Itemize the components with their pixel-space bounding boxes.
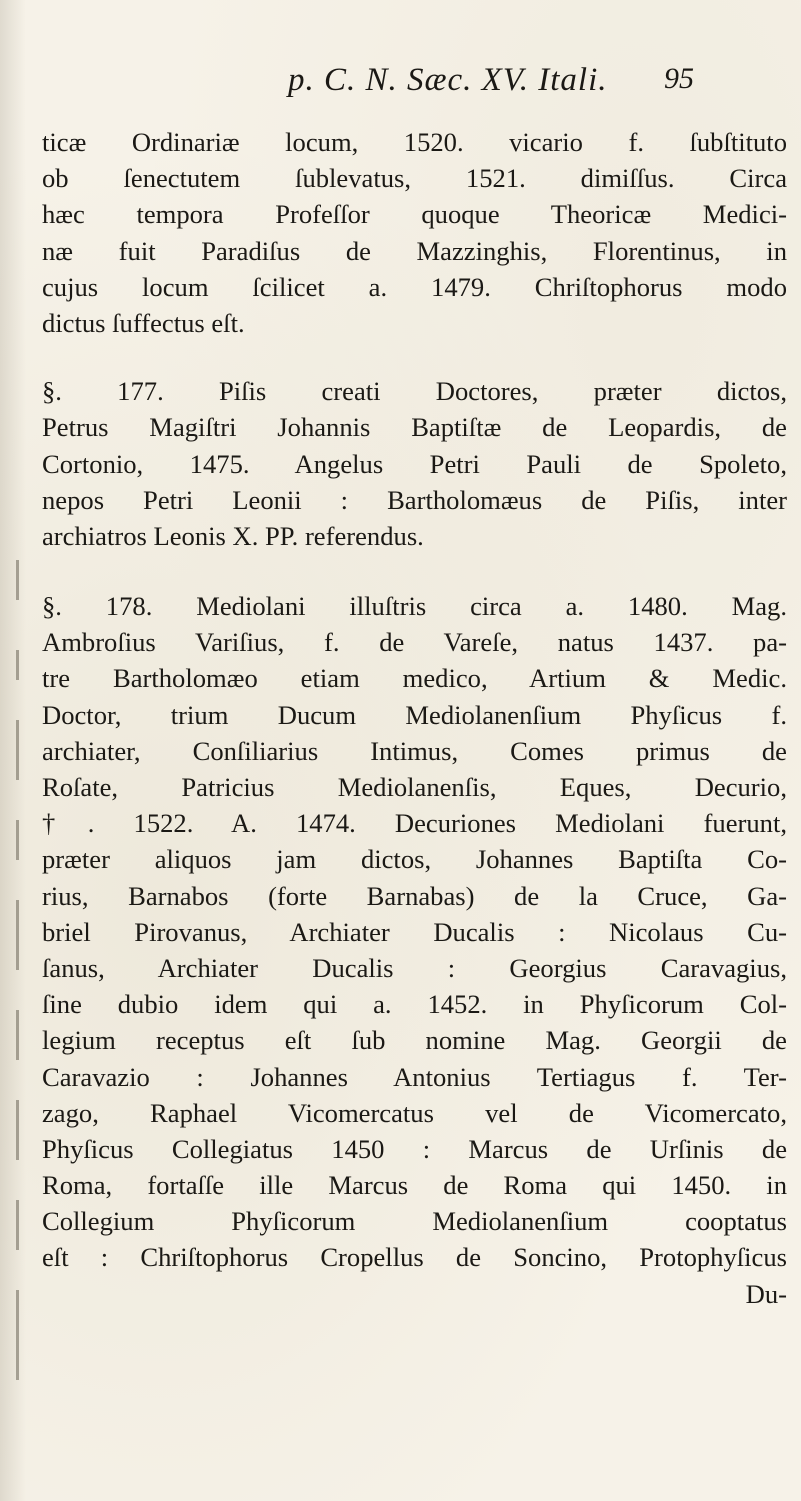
text-line: ob ſenectutem ſublevatus, 1521. dimiſſus. Circa xyxy=(42,163,787,194)
text-line: ticæ Ordinariæ locum, 1520. vicario f. ſubſtituto xyxy=(42,127,787,157)
text-line: ſanus, Archiater Ducalis : Georgius Caravagius, xyxy=(42,952,787,983)
text-line: Phyſicus Collegiatus 1450 : Marcus de Urſinis de xyxy=(42,1133,787,1164)
text-line: legium receptus eſt ſub nomine Mag. Georgii de xyxy=(42,1025,787,1056)
text-line: Roſate, Patricius Mediolanenſis, Eques, Decurio, xyxy=(42,772,787,802)
text-line: tre Bartholomæo etiam medico, Artium & Medic. xyxy=(42,663,787,694)
text-line: nepos Petri Leonii : Bartholomæus de Piſis, inter xyxy=(42,484,787,515)
text-line: Petrus Magiſtri Johannis Baptiſtæ de Leopardis, de xyxy=(42,412,787,443)
text-line: cujus locum ſcilicet a. 1479. Chriſtophorus modo xyxy=(42,271,787,302)
margin-marks xyxy=(16,560,30,1460)
text-line: rius, Barnabos (forte Barnabas) de la Cruce, Ga- xyxy=(42,880,787,911)
text-line: næ fuit Paradiſus de Mazzinghis, Florentinus, in xyxy=(42,235,787,266)
catchword: Du- xyxy=(745,1278,787,1309)
text-line: Cortonio, 1475. Angelus Petri Pauli de Spoleto, xyxy=(42,448,787,479)
text-line: eſt : Chriſtophorus Cropellus de Soncino, Protophyſicus xyxy=(42,1242,787,1273)
text-line: præter aliquos jam dictos, Johannes Baptiſta Co- xyxy=(42,844,787,875)
text-line: Ambroſius Variſius, f. de Vareſe, natus 1437. pa- xyxy=(42,627,787,658)
paragraph-177 xyxy=(42,373,787,554)
text-line: briel Pirovanus, Archiater Ducalis : Nicolaus Cu- xyxy=(42,916,787,947)
text-line: ſine dubio idem qui a. 1452. in Phyſicorum Col- xyxy=(42,989,787,1020)
text-line: dictus ſuffectus eſt. xyxy=(42,307,245,338)
running-head-title: p. C. N. Sæc. XV. Itali. xyxy=(288,62,608,98)
text-line: Doctor, trium Ducum Mediolanenſium Phyſicus f. xyxy=(42,699,787,730)
paragraph-178 xyxy=(42,588,787,1312)
text-line: Roma, fortaſſe ille Marcus de Roma qui 1450. in xyxy=(42,1170,787,1201)
text-line: Collegium Phyſicorum Mediolanenſium cooptatus xyxy=(42,1206,787,1237)
text-line: †. 1522. A. 1474. Decuriones Mediolani fuerunt, xyxy=(42,808,787,839)
text-line: zago, Raphael Vicomercatus vel de Vicomercato, xyxy=(42,1097,787,1128)
text-line: archiater, Conſiliarius Intimus, Comes primus de xyxy=(42,735,787,766)
page-number: 95 xyxy=(664,62,694,95)
paragraph-1 xyxy=(42,124,787,341)
text-line: hæc tempora Profeſſor quoque Theoricæ Medici- xyxy=(42,199,787,230)
text-block xyxy=(42,124,787,1312)
running-head xyxy=(0,62,801,102)
text-line: archiatros Leonis X. PP. referendus. xyxy=(42,520,424,551)
text-line: §. 178. Mediolani illuſtris circa a. 1480. Mag. xyxy=(42,591,787,622)
text-line: Caravazio : Johannes Antonius Tertiagus f. Ter- xyxy=(42,1061,787,1092)
text-line: §. 177. Piſis creati Doctores, præter dictos, xyxy=(42,376,787,407)
